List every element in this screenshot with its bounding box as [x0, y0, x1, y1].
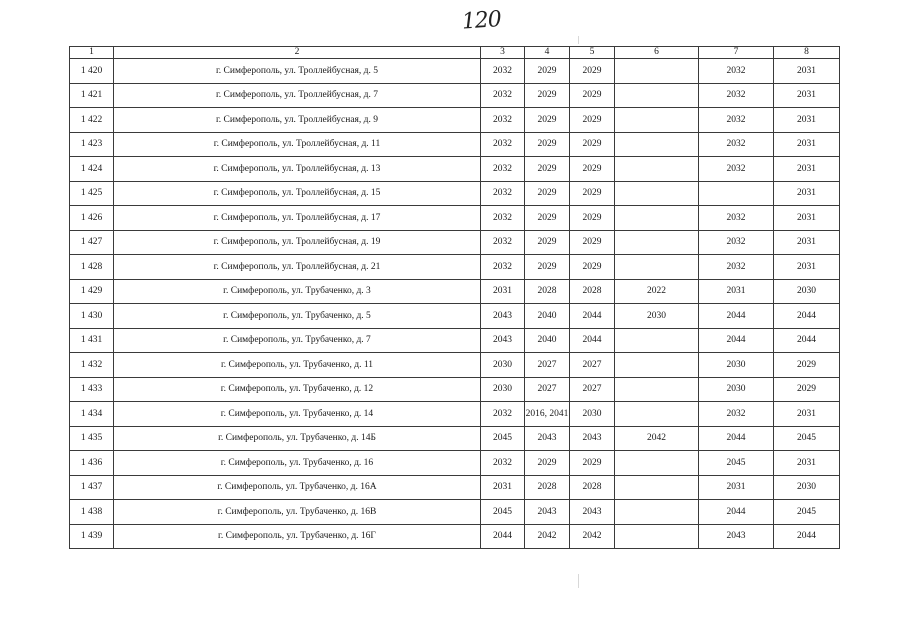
year-col-7: 2032 — [699, 255, 774, 280]
address-cell: г. Симферополь, ул. Троллейбусная, д. 11 — [114, 132, 481, 157]
year-col-7: 2030 — [699, 353, 774, 378]
year-col-8: 2031 — [774, 108, 840, 133]
year-col-5: 2028 — [570, 475, 615, 500]
row-number: 1 426 — [70, 206, 114, 231]
column-header-7: 7 — [699, 47, 774, 59]
year-col-6 — [615, 206, 699, 231]
year-col-5: 2029 — [570, 230, 615, 255]
year-col-8: 2031 — [774, 230, 840, 255]
table-row — [70, 255, 840, 280]
year-col-5: 2028 — [570, 279, 615, 304]
year-col-6 — [615, 230, 699, 255]
year-col-6 — [615, 500, 699, 525]
table-row — [70, 328, 840, 353]
year-col-4: 2043 — [525, 500, 570, 525]
year-col-6 — [615, 83, 699, 108]
address-cell: г. Симферополь, ул. Трубаченко, д. 5 — [114, 304, 481, 329]
year-col-8: 2031 — [774, 83, 840, 108]
year-col-4: 2029 — [525, 255, 570, 280]
year-col-4: 2043 — [525, 426, 570, 451]
year-col-4: 2028 — [525, 279, 570, 304]
table-row — [70, 59, 840, 84]
year-col-3: 2045 — [481, 426, 525, 451]
column-header-1: 1 — [70, 47, 114, 59]
table-row — [70, 524, 840, 549]
table-row — [70, 377, 840, 402]
year-col-6: 2022 — [615, 279, 699, 304]
address-cell: г. Симферополь, ул. Троллейбусная, д. 13 — [114, 157, 481, 182]
year-col-6: 2030 — [615, 304, 699, 329]
year-col-8: 2031 — [774, 59, 840, 84]
year-col-4: 2029 — [525, 206, 570, 231]
row-number: 1 432 — [70, 353, 114, 378]
column-header-5: 5 — [570, 47, 615, 59]
year-col-3: 2030 — [481, 377, 525, 402]
year-col-7: 2032 — [699, 230, 774, 255]
year-col-3: 2032 — [481, 59, 525, 84]
year-col-5: 2042 — [570, 524, 615, 549]
table-row — [70, 108, 840, 133]
year-col-6 — [615, 157, 699, 182]
year-col-6 — [615, 108, 699, 133]
year-col-3: 2032 — [481, 181, 525, 206]
year-col-7: 2032 — [699, 132, 774, 157]
year-col-6 — [615, 524, 699, 549]
year-col-5: 2029 — [570, 157, 615, 182]
year-col-3: 2043 — [481, 328, 525, 353]
table-row — [70, 451, 840, 476]
row-number: 1 434 — [70, 402, 114, 427]
year-col-4: 2029 — [525, 108, 570, 133]
address-cell: г. Симферополь, ул. Трубаченко, д. 16 — [114, 451, 481, 476]
year-col-5: 2044 — [570, 304, 615, 329]
row-number: 1 429 — [70, 279, 114, 304]
year-col-4: 2028 — [525, 475, 570, 500]
row-number: 1 436 — [70, 451, 114, 476]
year-col-5: 2029 — [570, 255, 615, 280]
year-col-4: 2027 — [525, 377, 570, 402]
year-col-4: 2040 — [525, 328, 570, 353]
year-col-3: 2032 — [481, 108, 525, 133]
address-cell: г. Симферополь, ул. Троллейбусная, д. 5 — [114, 59, 481, 84]
year-col-8: 2030 — [774, 475, 840, 500]
year-col-4: 2040 — [525, 304, 570, 329]
year-col-8: 2044 — [774, 524, 840, 549]
year-col-8: 2031 — [774, 402, 840, 427]
table-row — [70, 230, 840, 255]
year-col-8: 2029 — [774, 377, 840, 402]
table-body — [70, 59, 840, 549]
column-header-3: 3 — [481, 47, 525, 59]
year-col-4: 2029 — [525, 132, 570, 157]
year-col-5: 2027 — [570, 353, 615, 378]
year-col-8: 2045 — [774, 500, 840, 525]
year-col-5: 2029 — [570, 108, 615, 133]
table-row — [70, 206, 840, 231]
address-cell: г. Симферополь, ул. Троллейбусная, д. 17 — [114, 206, 481, 231]
year-col-3: 2032 — [481, 255, 525, 280]
address-cell: г. Симферополь, ул. Трубаченко, д. 3 — [114, 279, 481, 304]
year-col-8: 2029 — [774, 353, 840, 378]
year-col-6 — [615, 377, 699, 402]
row-number: 1 425 — [70, 181, 114, 206]
year-col-5: 2029 — [570, 132, 615, 157]
table-row — [70, 83, 840, 108]
year-col-6 — [615, 475, 699, 500]
year-col-4: 2016, 2041 — [525, 402, 570, 427]
address-cell: г. Симферополь, ул. Троллейбусная, д. 19 — [114, 230, 481, 255]
column-header-4: 4 — [525, 47, 570, 59]
table-row — [70, 279, 840, 304]
year-col-8: 2031 — [774, 206, 840, 231]
year-col-7: 2044 — [699, 304, 774, 329]
buildings-schedule-table — [69, 46, 840, 549]
year-col-3: 2043 — [481, 304, 525, 329]
year-col-8: 2031 — [774, 181, 840, 206]
table-row — [70, 426, 840, 451]
year-col-8: 2045 — [774, 426, 840, 451]
column-header-2: 2 — [114, 47, 481, 59]
year-col-6 — [615, 181, 699, 206]
row-number: 1 424 — [70, 157, 114, 182]
year-col-3: 2030 — [481, 353, 525, 378]
year-col-7: 2031 — [699, 279, 774, 304]
row-number: 1 437 — [70, 475, 114, 500]
table-row — [70, 181, 840, 206]
year-col-7: 2044 — [699, 500, 774, 525]
address-cell: г. Симферополь, ул. Трубаченко, д. 11 — [114, 353, 481, 378]
scan-artifact-top — [578, 36, 579, 44]
year-col-7: 2032 — [699, 83, 774, 108]
year-col-7 — [699, 181, 774, 206]
address-cell: г. Симферополь, ул. Троллейбусная, д. 7 — [114, 83, 481, 108]
year-col-4: 2029 — [525, 451, 570, 476]
address-cell: г. Симферополь, ул. Троллейбусная, д. 15 — [114, 181, 481, 206]
year-col-4: 2029 — [525, 83, 570, 108]
year-col-3: 2032 — [481, 157, 525, 182]
address-cell: г. Симферополь, ул. Троллейбусная, д. 9 — [114, 108, 481, 133]
year-col-7: 2044 — [699, 426, 774, 451]
year-col-5: 2029 — [570, 451, 615, 476]
year-col-5: 2030 — [570, 402, 615, 427]
year-col-5: 2044 — [570, 328, 615, 353]
year-col-6 — [615, 451, 699, 476]
year-col-3: 2031 — [481, 475, 525, 500]
address-cell: г. Симферополь, ул. Трубаченко, д. 16В — [114, 500, 481, 525]
row-number: 1 439 — [70, 524, 114, 549]
year-col-7: 2032 — [699, 206, 774, 231]
year-col-5: 2029 — [570, 83, 615, 108]
year-col-6 — [615, 353, 699, 378]
year-col-7: 2045 — [699, 451, 774, 476]
year-col-7: 2032 — [699, 402, 774, 427]
row-number: 1 422 — [70, 108, 114, 133]
row-number: 1 428 — [70, 255, 114, 280]
year-col-8: 2031 — [774, 132, 840, 157]
row-number: 1 435 — [70, 426, 114, 451]
year-col-3: 2032 — [481, 230, 525, 255]
year-col-3: 2032 — [481, 451, 525, 476]
year-col-4: 2042 — [525, 524, 570, 549]
row-number: 1 420 — [70, 59, 114, 84]
year-col-7: 2032 — [699, 59, 774, 84]
year-col-6 — [615, 402, 699, 427]
year-col-6 — [615, 132, 699, 157]
address-cell: г. Симферополь, ул. Троллейбусная, д. 21 — [114, 255, 481, 280]
address-cell: г. Симферополь, ул. Трубаченко, д. 12 — [114, 377, 481, 402]
table-row — [70, 157, 840, 182]
row-number: 1 427 — [70, 230, 114, 255]
row-number: 1 433 — [70, 377, 114, 402]
year-col-7: 2044 — [699, 328, 774, 353]
row-number: 1 430 — [70, 304, 114, 329]
year-col-8: 2044 — [774, 328, 840, 353]
header-row — [70, 47, 840, 59]
year-col-7: 2030 — [699, 377, 774, 402]
scan-artifact-bottom — [578, 574, 579, 588]
year-col-6 — [615, 59, 699, 84]
year-col-8: 2031 — [774, 157, 840, 182]
year-col-6 — [615, 328, 699, 353]
table-row — [70, 500, 840, 525]
year-col-3: 2045 — [481, 500, 525, 525]
year-col-3: 2032 — [481, 132, 525, 157]
year-col-7: 2032 — [699, 157, 774, 182]
year-col-8: 2031 — [774, 255, 840, 280]
table-row — [70, 132, 840, 157]
table-row — [70, 304, 840, 329]
year-col-7: 2031 — [699, 475, 774, 500]
address-cell: г. Симферополь, ул. Трубаченко, д. 16Г — [114, 524, 481, 549]
year-col-4: 2029 — [525, 181, 570, 206]
column-header-8: 8 — [774, 47, 840, 59]
year-col-7: 2032 — [699, 108, 774, 133]
year-col-6 — [615, 255, 699, 280]
year-col-3: 2031 — [481, 279, 525, 304]
address-cell: г. Симферополь, ул. Трубаченко, д. 16А — [114, 475, 481, 500]
year-col-4: 2029 — [525, 59, 570, 84]
year-col-5: 2029 — [570, 59, 615, 84]
address-cell: г. Симферополь, ул. Трубаченко, д. 14Б — [114, 426, 481, 451]
year-col-3: 2032 — [481, 402, 525, 427]
table-row — [70, 475, 840, 500]
year-col-5: 2043 — [570, 500, 615, 525]
year-col-8: 2030 — [774, 279, 840, 304]
row-number: 1 438 — [70, 500, 114, 525]
year-col-4: 2029 — [525, 230, 570, 255]
year-col-5: 2029 — [570, 181, 615, 206]
row-number: 1 421 — [70, 83, 114, 108]
row-number: 1 423 — [70, 132, 114, 157]
column-header-6: 6 — [615, 47, 699, 59]
year-col-5: 2027 — [570, 377, 615, 402]
handwritten-page-number: 120 — [461, 6, 502, 35]
year-col-4: 2027 — [525, 353, 570, 378]
address-cell: г. Симферополь, ул. Трубаченко, д. 14 — [114, 402, 481, 427]
year-col-3: 2032 — [481, 83, 525, 108]
row-number: 1 431 — [70, 328, 114, 353]
table-row — [70, 402, 840, 427]
year-col-6: 2042 — [615, 426, 699, 451]
year-col-5: 2043 — [570, 426, 615, 451]
table-row — [70, 353, 840, 378]
year-col-5: 2029 — [570, 206, 615, 231]
year-col-8: 2031 — [774, 451, 840, 476]
year-col-7: 2043 — [699, 524, 774, 549]
address-cell: г. Симферополь, ул. Трубаченко, д. 7 — [114, 328, 481, 353]
year-col-8: 2044 — [774, 304, 840, 329]
year-col-4: 2029 — [525, 157, 570, 182]
year-col-3: 2032 — [481, 206, 525, 231]
year-col-3: 2044 — [481, 524, 525, 549]
